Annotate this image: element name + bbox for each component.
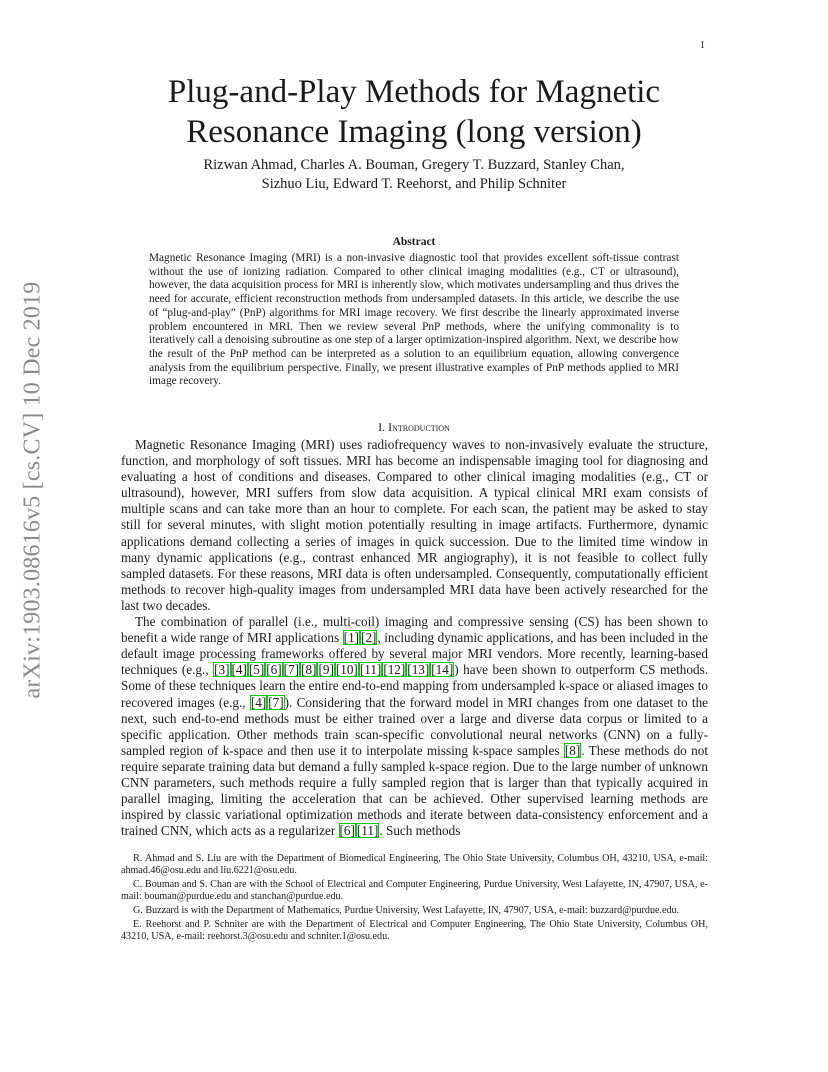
citation-link[interactable]: [11] (359, 662, 382, 678)
citation-link[interactable]: [13] (407, 662, 430, 678)
citation-link[interactable]: [4] (231, 662, 247, 678)
paragraph-2-text: . These methods do not require separate training data but demand a fully sampled k-space region. Due to the large number of unknown CNN parameters, such methods require a fully sampled region that is larger than that typically acquired in parallel imaging, limiting the acceleration that can be achieved. Other supervised learning methods are inspired by classic variational optimization methods and iterate between data-consistency enforcement and a trained CNN, which acts as a regularizer (121, 742, 708, 839)
paragraph-2-text: ). Considering that the forward model in MRI changes from one dataset to the next, such end-to-end methods must be either trained over a large and diverse data corpus or limited to a specific application. Other methods train scan-specific convolutional neural networks (CNN) on a fully-sampled region of k-space and then use it to interpolate missing k-space samples (121, 694, 709, 758)
footnote-affiliation: G. Buzzard is with the Department of Mathematics, Purdue University, West Lafayette, IN, 47907, USA, e-mail: buzzard@purdue.edu. (133, 904, 680, 916)
footnote-affiliation: R. Ahmad and S. Liu are with the Department of Biomedical Engineering, The Ohio State University, Columbus OH, 43210, USA, e-mail: ahmad.46@osu.edu and liu.6221@osu.edu. (121, 853, 708, 877)
paragraph-2 (121, 614, 708, 839)
citation-link[interactable]: [14] (431, 662, 454, 678)
citation-link[interactable]: [8] (564, 742, 581, 758)
section-number: I. (378, 420, 389, 434)
citation-link[interactable]: [6] (266, 662, 282, 678)
arxiv-identifier-text: arXiv:1903.08616v5 [cs.CV] 10 Dec 2019 (19, 281, 46, 699)
paragraph-2-text: , including dynamic applications, and has been included in the default image processing frameworks offered by several major MRI vendors. More recently, learning-based techniques (e.g., (121, 630, 708, 678)
citation-link[interactable]: [9] (318, 662, 334, 678)
page-number: 1 (700, 40, 705, 51)
title-line-1: Plug-and-Play Methods for Magnetic (167, 74, 661, 110)
citation-link[interactable]: [4] (250, 694, 267, 710)
citation-link[interactable]: [10] (335, 662, 358, 678)
citation-link[interactable]: [8] (301, 662, 317, 678)
citation-link[interactable]: [11] (356, 823, 379, 839)
title-line-2: Resonance Imaging (long version) (186, 114, 642, 150)
abstract-text: Magnetic Resonance Imaging (MRI) is a non-invasive diagnostic tool that provides excellent soft-tissue contrast without the use of ionizing radiation. Compared to other clinical imaging modalities (e.g., CT or ultrasound), however, the data acquisition process for MRI is inherently slow, which motivates undersampling and thus drives the need for accurate, efficient reconstruction methods from undersampled datasets. In this article, we describe the use of “plug-and-play” (PnP) algorithms for MRI image recovery. We first describe the linearly approximated inverse problem encountered in MRI. Then we review several PnP methods, where the unifying commonality is to iteratively call a denoising subroutine as one step of a larger optimization-inspired algorithm. Next, we describe how the result of the PnP method can be interpreted as a solution to an equilibrium equation, allowing convergence analysis from the equilibrium perspective. Finally, we present illustrative examples of PnP methods applied to MRI image recovery. (149, 252, 679, 388)
section-heading (120, 420, 708, 435)
footnote-affiliation: E. Reehorst and P. Schniter are with the Department of Electrical and Computer Engineering, The Ohio State University, Columbus OH, 43210, USA, e-mail: reehorst.3@osu.edu and schniter.1@osu.edu. (121, 918, 708, 942)
abstract-heading: Abstract (392, 236, 436, 248)
citation-link[interactable]: [5] (248, 662, 265, 678)
authors-line-2: Sizhuo Liu, Edward T. Reehorst, and Philip Schniter (261, 176, 567, 192)
paragraph-2-text: The combination of parallel (i.e., multi-coil) imaging and compressive sensing (CS) has been shown to benefit a wide range of MRI applications (121, 614, 708, 646)
citation-link[interactable]: [6] (339, 823, 355, 839)
citation-link[interactable]: [2] (361, 630, 377, 646)
citation-link[interactable]: [1] (343, 630, 360, 646)
citation-group (564, 743, 581, 758)
citation-group (250, 695, 285, 710)
arxiv-side-identifier (18, 280, 48, 700)
body-text (121, 437, 708, 839)
paper-title (100, 72, 728, 152)
citation-link[interactable]: [7] (283, 662, 300, 678)
citation-group (339, 823, 380, 838)
citation-link[interactable]: [7] (268, 694, 284, 710)
paragraph-1: Magnetic Resonance Imaging (MRI) uses radiofrequency waves to non-invasively evaluate the structure, function, and morphology of soft tissues. MRI has become an indispensable imaging tool for diagnosing and evaluating a host of conditions and diseases. Compared to other clinical imaging modalities (e.g., CT or ultrasound), however, MRI suffers from slow data acquisition. A typical clinical MRI exam consists of multiple scans and can take more than an hour to complete. For each scan, the patient may be asked to stay still for several minutes, with slight motion potentially resulting in image artifacts. Furthermore, dynamic applications demand collecting a series of images in quick succession. Due to the limited time window in many dynamic applications (e.g., contrast enhanced MR angiography), it is not feasible to collect fully sampled datasets. For these reasons, MRI data is often undersampled. Consequently, computationally efficient methods to recover high-quality images from undersampled MRI data have been actively researched for the last two decades. (121, 437, 708, 613)
authors-line-1: Rizwan Ahmad, Charles A. Bouman, Gregery T. Buzzard, Stanley Chan, (203, 157, 625, 173)
author-list (120, 156, 708, 194)
paragraph-2-text: . Such methods (379, 823, 461, 839)
citation-group (213, 662, 454, 677)
citation-group (343, 630, 378, 645)
footnote-affiliation: C. Bouman and S. Chan are with the School of Electrical and Computer Engineering, Purdue University, West Lafayette, IN, 47907, USA, e-mail: bouman@purdue.edu and stanchan@purdue.edu. (121, 878, 708, 903)
citation-link[interactable]: [3] (214, 662, 230, 678)
footnotes (121, 853, 708, 944)
section-title: Introduction (388, 420, 450, 434)
paragraph-2-text: ) have been shown to outperform CS methods. Some of these techniques learn the entire end-to-end mapping from undersampled k-space or aliased images to recovered images (e.g., (121, 662, 708, 710)
citation-link[interactable]: [12] (383, 662, 406, 678)
